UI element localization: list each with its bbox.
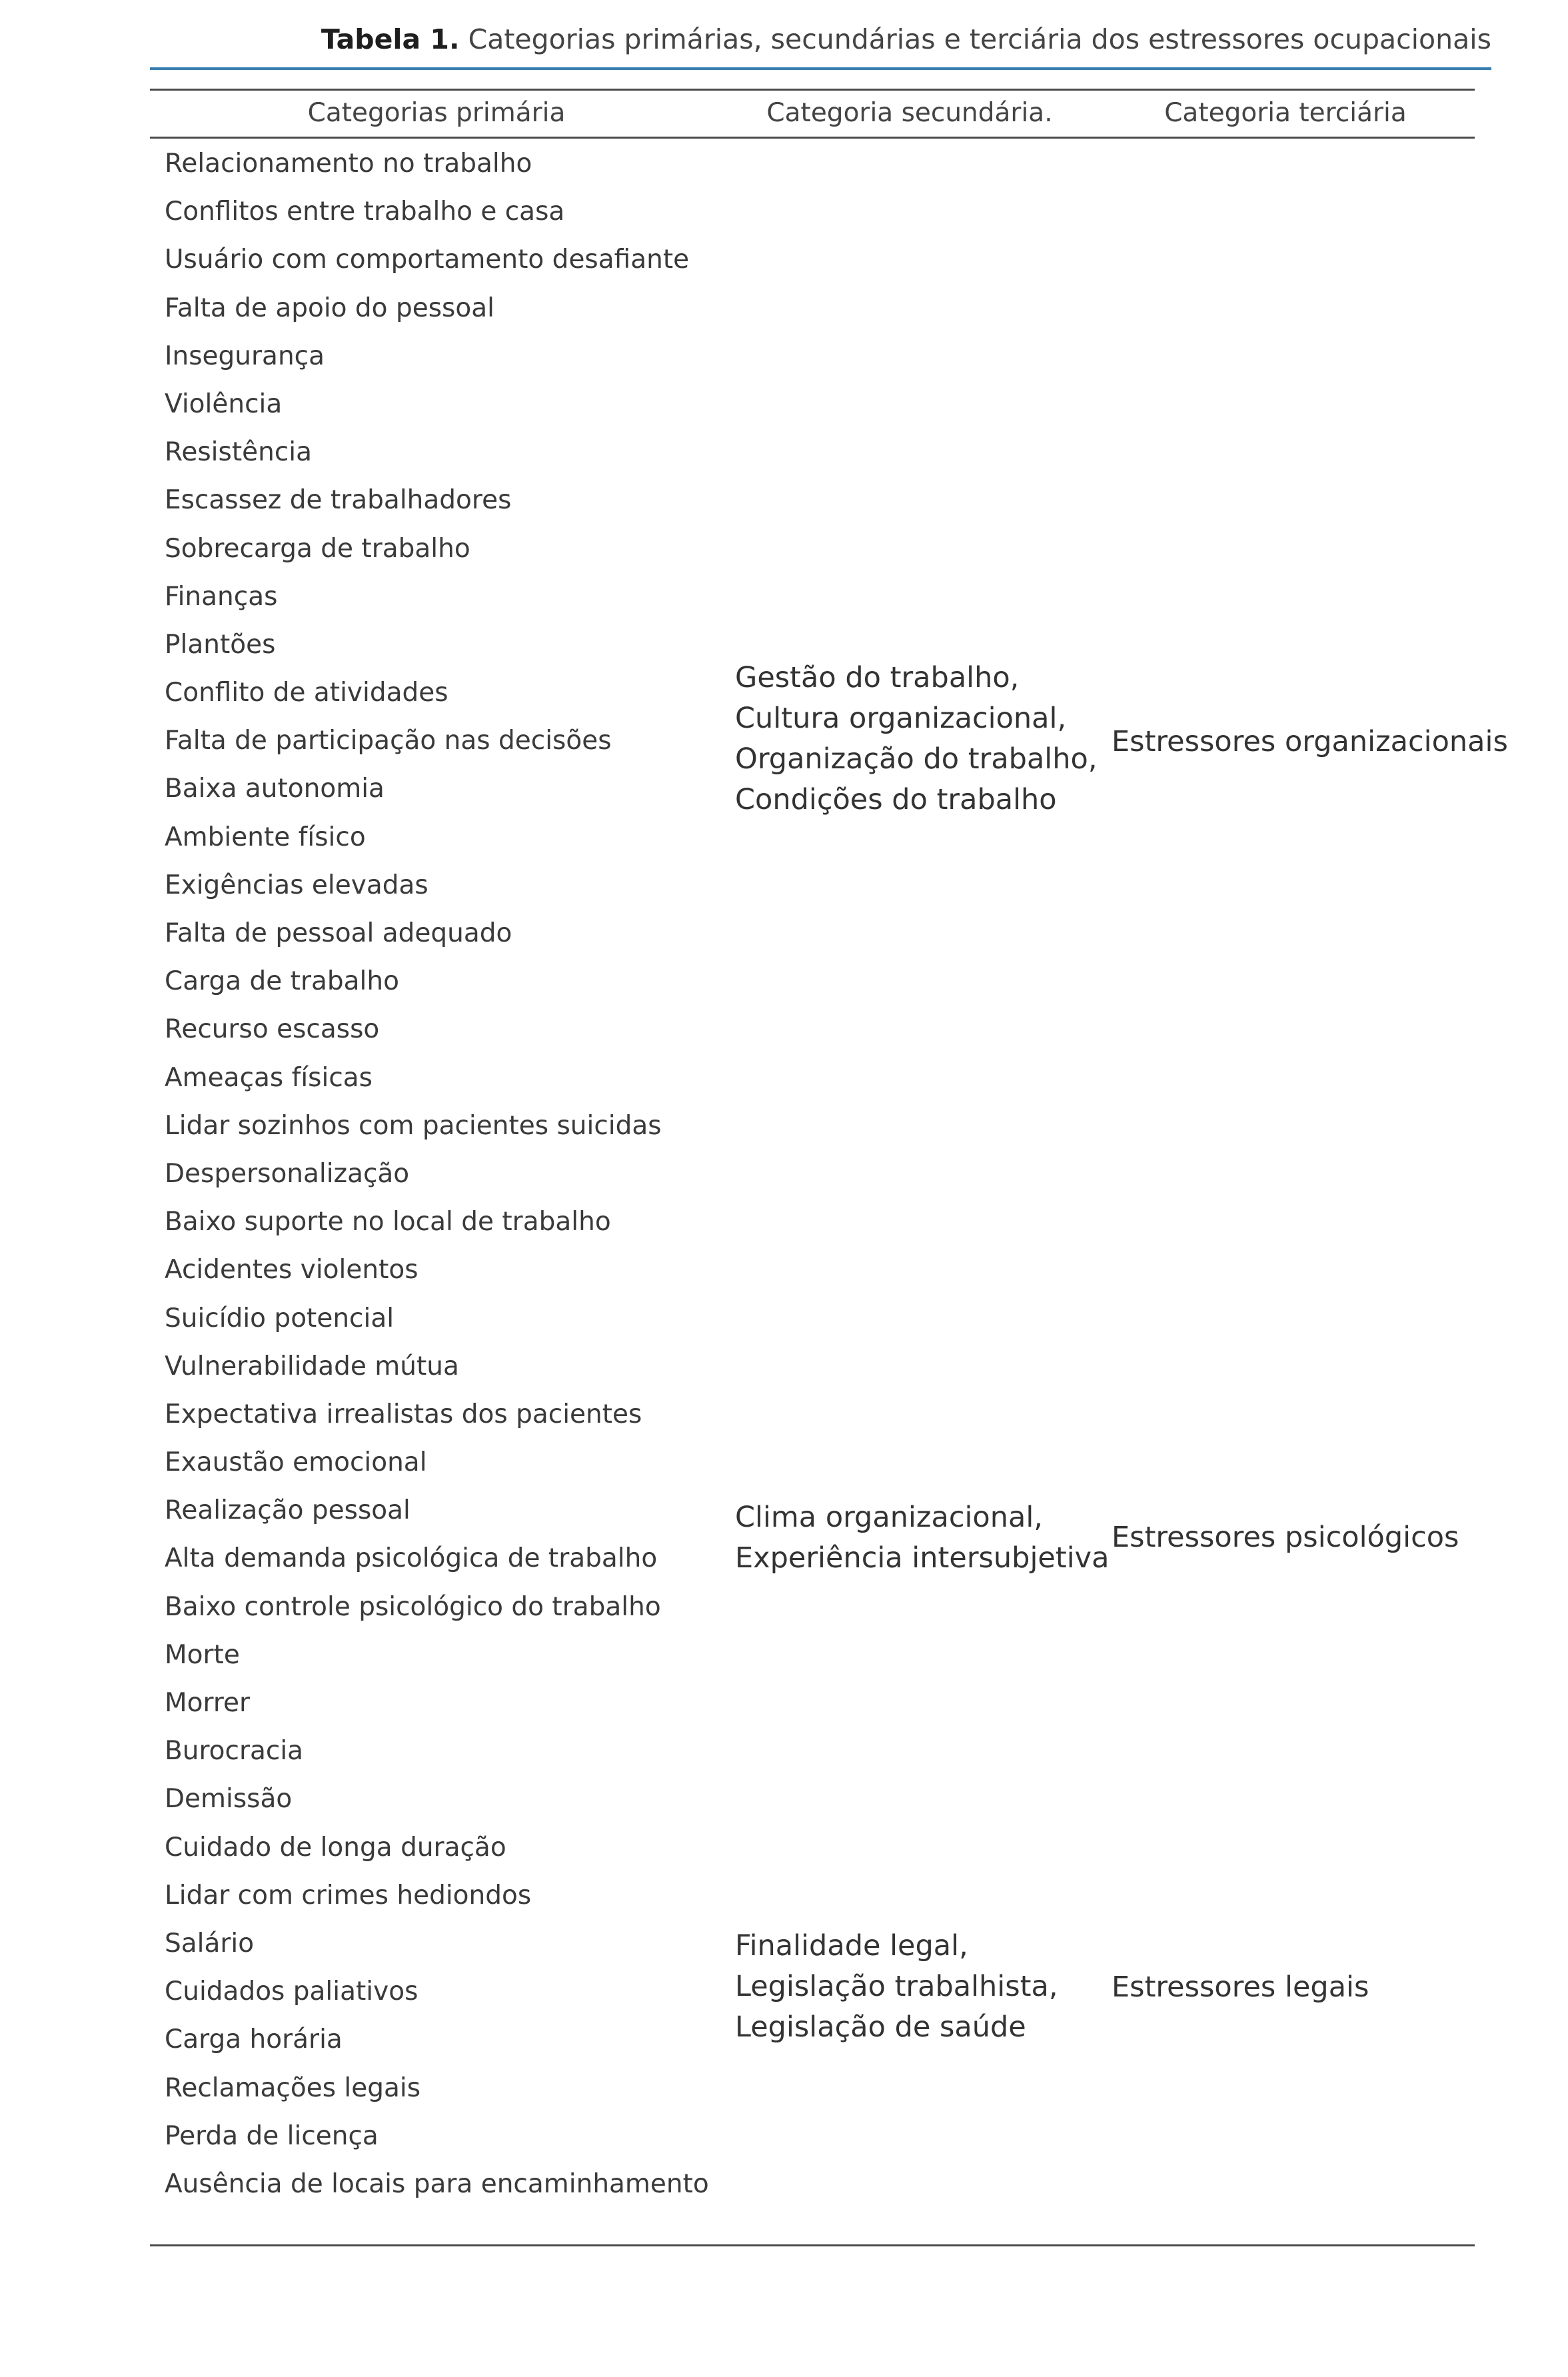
secondary-line: Organização do trabalho, xyxy=(735,742,1098,776)
tertiary-organizational: Estressores organizacionais xyxy=(1112,725,1508,758)
primary-category-item: Lidar sozinhos com pacientes suicidas xyxy=(165,1110,662,1141)
header-secondary: Categoria secundária. xyxy=(766,98,1053,128)
secondary-line: Gestão do trabalho, xyxy=(735,661,1020,694)
secondary-line: Cultura organizacional, xyxy=(735,702,1067,735)
table-top-rule xyxy=(150,89,1475,91)
primary-category-item: Baixo controle psicológico do trabalho xyxy=(165,1591,661,1622)
tertiary-psychological: Estressores psicológicos xyxy=(1112,1521,1459,1554)
primary-category-item: Plantões xyxy=(165,629,276,660)
primary-category-item: Insegurança xyxy=(165,341,325,371)
secondary-line: Condições do trabalho xyxy=(735,783,1057,816)
table-header-rule xyxy=(150,137,1475,139)
primary-category-item: Realização pessoal xyxy=(165,1495,410,1526)
primary-category-item: Falta de pessoal adequado xyxy=(165,918,512,948)
primary-category-item: Vulnerabilidade mútua xyxy=(165,1351,459,1381)
secondary-group-psychological xyxy=(735,1497,1109,1579)
primary-category-item: Perda de licença xyxy=(165,2120,379,2151)
primary-category-item: Baixa autonomia xyxy=(165,774,385,804)
secondary-line: Finalidade legal, xyxy=(735,1929,968,1963)
primary-category-item: Ausência de locais para encaminhamento xyxy=(165,2168,709,2199)
primary-category-item: Conflito de atividades xyxy=(165,678,448,708)
primary-category-item: Usuário com comportamento desafiante xyxy=(165,245,690,275)
caption-rule xyxy=(150,67,1491,70)
primary-category-item: Alta demanda psicológica de trabalho xyxy=(165,1543,658,1574)
primary-category-item: Acidentes violentos xyxy=(165,1255,418,1285)
secondary-line: Legislação de saúde xyxy=(735,2010,1026,2044)
header-primary: Categorias primária xyxy=(307,98,566,128)
primary-category-item: Finanças xyxy=(165,581,278,612)
primary-category-item: Reclamações legais xyxy=(165,2072,421,2103)
primary-category-item: Salário xyxy=(165,1928,255,1959)
secondary-group-organizational xyxy=(735,658,1097,820)
primary-category-item: Burocracia xyxy=(165,1736,304,1767)
primary-category-item: Falta de apoio do pessoal xyxy=(165,293,494,323)
primary-category-item: Carga horária xyxy=(165,2024,343,2055)
secondary-line: Experiência intersubjetiva xyxy=(735,1541,1110,1575)
primary-category-item: Falta de participação nas decisões xyxy=(165,726,612,756)
table-bottom-rule xyxy=(150,2244,1475,2246)
primary-category-item: Cuidados paliativos xyxy=(165,1977,418,2007)
table-caption-text: Categorias primárias, secundárias e terciária dos estressores ocupacionais xyxy=(468,23,1491,55)
primary-category-item: Escassez de trabalhadores xyxy=(165,485,512,516)
primary-category-item: Baixo suporte no local de trabalho xyxy=(165,1207,611,1237)
primary-category-item: Carga de trabalho xyxy=(165,966,399,997)
primary-category-item: Expectativa irrealistas dos pacientes xyxy=(165,1399,642,1429)
primary-category-item: Recurso escasso xyxy=(165,1014,380,1045)
secondary-group-legal xyxy=(735,1926,1058,2048)
primary-category-item: Cuidado de longa duração xyxy=(165,1832,506,1863)
primary-category-item: Violência xyxy=(165,389,283,419)
primary-category-item: Despersonalização xyxy=(165,1158,410,1189)
table-caption xyxy=(321,19,1491,60)
primary-category-item: Morrer xyxy=(165,1688,251,1718)
primary-category-item: Exaustão emocional xyxy=(165,1447,427,1478)
table-caption-label: Tabela 1. xyxy=(321,23,460,55)
primary-category-item: Morte xyxy=(165,1639,240,1670)
primary-category-item: Conflitos entre trabalho e casa xyxy=(165,197,565,227)
header-tertiary: Categoria terciária xyxy=(1164,98,1407,128)
primary-category-item: Ameaças físicas xyxy=(165,1062,373,1093)
tertiary-legal: Estressores legais xyxy=(1112,1971,1369,2004)
secondary-line: Legislação trabalhista, xyxy=(735,1970,1058,2003)
primary-category-list xyxy=(165,140,738,2208)
primary-category-item: Sobrecarga de trabalho xyxy=(165,533,470,564)
primary-category-item: Ambiente físico xyxy=(165,822,366,852)
primary-category-item: Lidar com crimes hediondos xyxy=(165,1880,532,1911)
primary-category-item: Relacionamento no trabalho xyxy=(165,149,532,179)
primary-category-item: Exigências elevadas xyxy=(165,870,428,900)
primary-category-item: Suicídio potencial xyxy=(165,1303,394,1333)
secondary-line: Clima organizacional, xyxy=(735,1501,1043,1534)
primary-category-item: Resistência xyxy=(165,437,312,468)
primary-category-item: Demissão xyxy=(165,1784,293,1815)
